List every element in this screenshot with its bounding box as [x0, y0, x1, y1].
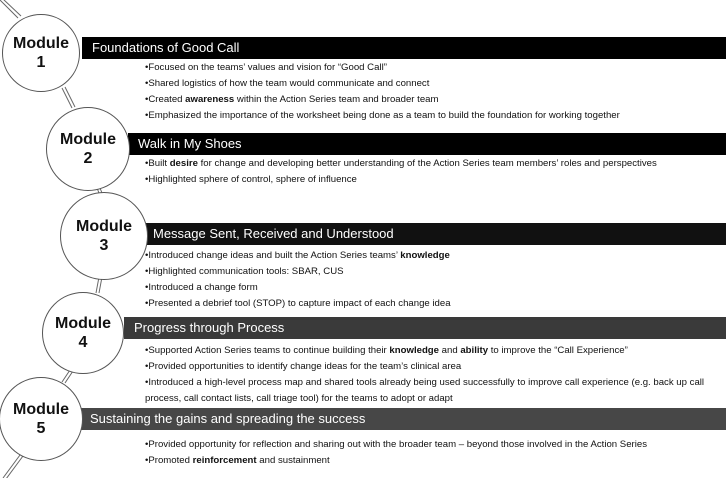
bullet-item: [145, 296, 720, 312]
module-1-circle: [2, 14, 80, 92]
bullet-item: [145, 156, 720, 172]
bullet-item: [145, 359, 720, 375]
module-4-bullets: [145, 343, 720, 407]
module-3-bullets: [145, 248, 720, 312]
bullet-item: [145, 172, 720, 188]
bullet-text: for change and developing better understanding of the Action Series team members’ roles and perspectives: [197, 158, 657, 169]
module-3-title-bar: [143, 223, 726, 245]
bullet-text: and: [439, 345, 461, 356]
bullet-text: •Highlighted sphere of control, sphere of influence: [145, 174, 357, 185]
bullet-text: •Created: [145, 94, 186, 105]
module-2-title-bar: [128, 133, 726, 155]
bullet-item: [145, 280, 720, 296]
bullet-emphasis: reinforcement: [192, 455, 257, 466]
bullet-text: •Emphasized the importance of the worksheet being done as a team to build the foundation for working together: [145, 110, 620, 121]
bullet-item: [145, 60, 720, 76]
module-5-circle: [0, 377, 83, 461]
module-title: Progress through Process: [134, 320, 285, 335]
module-number: 2: [83, 150, 93, 167]
module-3-circle: [60, 192, 148, 280]
bullet-text: •Built: [145, 158, 170, 169]
bullet-text: to improve the “Call Experience”: [488, 345, 628, 356]
bullet-item: [145, 453, 720, 469]
module-4-title-bar: [124, 317, 726, 339]
bullet-item: [145, 92, 720, 108]
bullet-text: •Provided opportunities to identify change ideas for the team’s clinical area: [145, 361, 462, 372]
bullet-item: [145, 375, 720, 407]
bullet-text: •Highlighted communication tools: SBAR, CUS: [145, 266, 344, 277]
module-title: Sustaining the gains and spreading the success: [90, 411, 366, 426]
bullet-text: and sustainment: [256, 455, 330, 466]
module-1-bullets: [145, 60, 720, 124]
module-number: 3: [99, 237, 109, 254]
bullet-item: [145, 108, 720, 124]
module-label: Module: [13, 401, 69, 418]
module-1-title-bar: [82, 37, 726, 59]
module-4-circle: [42, 292, 124, 374]
connector-bottom: [3, 455, 20, 478]
bullet-emphasis: desire: [169, 158, 198, 169]
module-number: 4: [78, 334, 88, 351]
module-5-bullets: [145, 437, 720, 469]
bullet-item: [145, 76, 720, 92]
bullet-text: •Introduced change ideas and built the Action Series teams’: [145, 250, 401, 261]
module-number: 1: [36, 54, 46, 71]
bullet-item: [145, 264, 720, 280]
bullet-text: •Promoted: [145, 455, 193, 466]
module-title: Message Sent, Received and Understood: [153, 226, 394, 241]
bullet-item: [145, 437, 720, 453]
module-number: 5: [36, 420, 46, 437]
bullet-item: [145, 343, 720, 359]
bullet-text: •Shared logistics of how the team would communicate and connect: [145, 78, 430, 89]
bullet-text: •Provided opportunity for reflection and sharing out with the broader team – beyond those involved in the Action Series: [145, 439, 648, 450]
bullet-text: within the Action Series team and broader team: [234, 94, 439, 105]
module-label: Module: [13, 35, 69, 52]
module-title: Foundations of Good Call: [92, 40, 240, 55]
module-2-circle: [46, 107, 130, 191]
module-label: Module: [55, 315, 111, 332]
bullet-text: •Focused on the teams’ values and vision for “Good Call”: [145, 62, 387, 73]
bullet-text: •Supported Action Series teams to continue building their: [145, 345, 390, 356]
bullet-emphasis: knowledge: [389, 345, 439, 356]
bullet-emphasis: ability: [460, 345, 489, 356]
module-2-bullets: [145, 156, 720, 188]
bullet-text: •Introduced a change form: [145, 282, 258, 293]
bullet-text: •Introduced a high-level process map and shared tools already being used successfully to improve call experience (e.g. back up call process, call contact lists, call triage tool) for the teams to adopt or adapt: [145, 377, 705, 404]
module-title: Walk in My Shoes: [138, 136, 242, 151]
module-label: Module: [60, 131, 116, 148]
bullet-item: [145, 248, 720, 264]
bullet-text: •Presented a debrief tool (STOP) to capture impact of each change idea: [145, 298, 451, 309]
module-5-title-bar: [80, 408, 726, 430]
bullet-emphasis: knowledge: [400, 250, 450, 261]
bullet-emphasis: awareness: [185, 94, 235, 105]
connector-top: [0, 0, 18, 18]
module-label: Module: [76, 218, 132, 235]
